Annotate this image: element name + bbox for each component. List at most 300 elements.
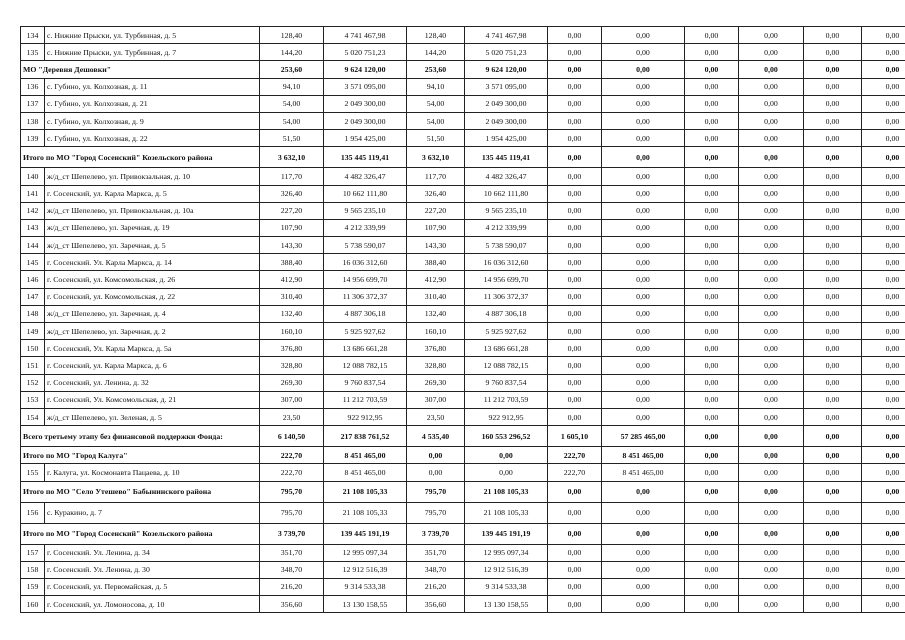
address-cell: г. Сосенский. Ул. Карла Маркса, д. 14	[45, 254, 260, 271]
value-cell-c1: 54,00	[260, 95, 324, 112]
value-cell-c9: 0,00	[804, 185, 862, 202]
value-cell-c4: 14 956 699,70	[465, 271, 548, 288]
housing-program-table	[20, 26, 905, 613]
value-cell-c4: 10 662 111,80	[465, 185, 548, 202]
value-cell-c4: 922 912,95	[465, 408, 548, 425]
value-cell-c2: 9 565 235,10	[324, 202, 407, 219]
table-row	[21, 271, 905, 288]
value-cell-c10: 0,00	[862, 374, 905, 391]
value-cell-c5: 0,00	[548, 391, 602, 408]
address-cell: ж/д_ст Шепелево, ул. Привокзальная, д. 10а	[45, 202, 260, 219]
subtotal-row	[21, 481, 905, 502]
value-cell-c9: 0,00	[804, 340, 862, 357]
value-cell-c9: 0,00	[804, 447, 862, 464]
value-cell-c5: 222,70	[548, 464, 602, 481]
value-cell-c3: 23,50	[407, 408, 465, 425]
value-cell-c9: 0,00	[804, 408, 862, 425]
value-cell-c8: 0,00	[739, 357, 804, 374]
value-cell-c8: 0,00	[739, 596, 804, 613]
value-cell-c10: 0,00	[862, 596, 905, 613]
address-cell: г. Сосенский. Ул. Ленина, д. 34	[45, 544, 260, 561]
value-cell-c5: 0,00	[548, 408, 602, 425]
row-number: 159	[21, 578, 45, 595]
value-cell-c9: 0,00	[804, 561, 862, 578]
value-cell-c5: 0,00	[548, 147, 602, 168]
value-cell-c3: 351,70	[407, 544, 465, 561]
value-cell-c9: 0,00	[804, 271, 862, 288]
value-cell-c3: 94,10	[407, 78, 465, 95]
value-cell-c10: 0,00	[862, 254, 905, 271]
value-cell-c6: 8 451 465,00	[602, 447, 685, 464]
value-cell-c8: 0,00	[739, 185, 804, 202]
value-cell-c7: 0,00	[685, 185, 739, 202]
address-cell: с. Куракино, д. 7	[45, 502, 260, 523]
value-cell-c10: 0,00	[862, 578, 905, 595]
value-cell-c5: 0,00	[548, 481, 602, 502]
value-cell-c8: 0,00	[739, 447, 804, 464]
value-cell-c2: 4 212 339,99	[324, 219, 407, 236]
value-cell-c9: 0,00	[804, 202, 862, 219]
value-cell-c5: 0,00	[548, 523, 602, 544]
table-row	[21, 202, 905, 219]
value-cell-c8: 0,00	[739, 112, 804, 129]
value-cell-c6: 0,00	[602, 168, 685, 185]
value-cell-c8: 0,00	[739, 578, 804, 595]
table-row	[21, 544, 905, 561]
value-cell-c4: 11 306 372,37	[465, 288, 548, 305]
value-cell-c4: 0,00	[465, 464, 548, 481]
row-number: 146	[21, 271, 45, 288]
value-cell-c3: 128,40	[407, 27, 465, 44]
row-number: 135	[21, 44, 45, 61]
value-cell-c6: 0,00	[602, 523, 685, 544]
row-number: 156	[21, 502, 45, 523]
value-cell-c8: 0,00	[739, 374, 804, 391]
value-cell-c10: 0,00	[862, 95, 905, 112]
value-cell-c7: 0,00	[685, 202, 739, 219]
value-cell-c6: 0,00	[602, 112, 685, 129]
address-cell: ж/д_ст Шепелево, ул. Заречная, д. 2	[45, 323, 260, 340]
value-cell-c4: 5 925 927,62	[465, 323, 548, 340]
value-cell-c7: 0,00	[685, 254, 739, 271]
value-cell-c9: 0,00	[804, 44, 862, 61]
value-cell-c7: 0,00	[685, 237, 739, 254]
value-cell-c6: 0,00	[602, 544, 685, 561]
value-cell-c6: 0,00	[602, 561, 685, 578]
value-cell-c9: 0,00	[804, 596, 862, 613]
value-cell-c2: 10 662 111,80	[324, 185, 407, 202]
value-cell-c1: 23,50	[260, 408, 324, 425]
value-cell-c2: 14 956 699,70	[324, 271, 407, 288]
value-cell-c7: 0,00	[685, 464, 739, 481]
value-cell-c3: 795,70	[407, 502, 465, 523]
value-cell-c10: 0,00	[862, 305, 905, 322]
address-cell: с. Нижние Прыски, ул. Турбинная, д. 7	[45, 44, 260, 61]
row-number: 134	[21, 27, 45, 44]
value-cell-c5: 0,00	[548, 27, 602, 44]
value-cell-c10: 0,00	[862, 357, 905, 374]
value-cell-c4: 13 130 158,55	[465, 596, 548, 613]
value-cell-c1: 107,90	[260, 219, 324, 236]
value-cell-c5: 222,70	[548, 447, 602, 464]
value-cell-c10: 0,00	[862, 219, 905, 236]
subtotal-row	[21, 147, 905, 168]
value-cell-c10: 0,00	[862, 78, 905, 95]
value-cell-c5: 0,00	[548, 219, 602, 236]
value-cell-c10: 0,00	[862, 323, 905, 340]
value-cell-c2: 21 108 105,33	[324, 502, 407, 523]
subtotal-label: Итого по МО "Город Сосенский" Козельского района	[21, 147, 260, 168]
value-cell-c1: 94,10	[260, 78, 324, 95]
value-cell-c5: 0,00	[548, 374, 602, 391]
value-cell-c2: 4 741 467,98	[324, 27, 407, 44]
value-cell-c5: 0,00	[548, 323, 602, 340]
value-cell-c8: 0,00	[739, 323, 804, 340]
row-number: 149	[21, 323, 45, 340]
value-cell-c6: 0,00	[602, 357, 685, 374]
table-row	[21, 185, 905, 202]
subtotal-label: Всего третьему этапу без финансовой поддержки Фонда:	[21, 426, 260, 447]
value-cell-c1: 326,40	[260, 185, 324, 202]
value-cell-c2: 5 020 751,23	[324, 44, 407, 61]
value-cell-c4: 9 624 120,00	[465, 61, 548, 78]
value-cell-c5: 0,00	[548, 95, 602, 112]
table-row	[21, 95, 905, 112]
value-cell-c2: 139 445 191,19	[324, 523, 407, 544]
value-cell-c9: 0,00	[804, 288, 862, 305]
value-cell-c2: 9 624 120,00	[324, 61, 407, 78]
value-cell-c3: 51,50	[407, 130, 465, 147]
value-cell-c6: 0,00	[602, 185, 685, 202]
value-cell-c7: 0,00	[685, 147, 739, 168]
value-cell-c5: 0,00	[548, 305, 602, 322]
value-cell-c5: 0,00	[548, 130, 602, 147]
value-cell-c2: 11 212 703,59	[324, 391, 407, 408]
address-cell: с. Губино, ул. Колхозная, д. 22	[45, 130, 260, 147]
value-cell-c2: 13 130 158,55	[324, 596, 407, 613]
value-cell-c7: 0,00	[685, 561, 739, 578]
value-cell-c1: 51,50	[260, 130, 324, 147]
value-cell-c4: 21 108 105,33	[465, 481, 548, 502]
value-cell-c1: 132,40	[260, 305, 324, 322]
table-row	[21, 374, 905, 391]
table-row	[21, 502, 905, 523]
table-row	[21, 340, 905, 357]
value-cell-c2: 922 912,95	[324, 408, 407, 425]
subtotal-label: Итого по МО "Город Калуга"	[21, 447, 260, 464]
value-cell-c2: 8 451 465,00	[324, 447, 407, 464]
value-cell-c7: 0,00	[685, 408, 739, 425]
subtotal-label: МО "Деревня Дешовки"	[21, 61, 260, 78]
value-cell-c8: 0,00	[739, 237, 804, 254]
value-cell-c5: 0,00	[548, 61, 602, 78]
value-cell-c9: 0,00	[804, 78, 862, 95]
value-cell-c10: 0,00	[862, 185, 905, 202]
value-cell-c3: 216,20	[407, 578, 465, 595]
value-cell-c7: 0,00	[685, 288, 739, 305]
value-cell-c2: 21 108 105,33	[324, 481, 407, 502]
value-cell-c7: 0,00	[685, 391, 739, 408]
value-cell-c6: 0,00	[602, 61, 685, 78]
address-cell: г. Сосенский, ул. Карла Маркса, д. 6	[45, 357, 260, 374]
table-row	[21, 357, 905, 374]
value-cell-c9: 0,00	[804, 391, 862, 408]
value-cell-c1: 348,70	[260, 561, 324, 578]
value-cell-c7: 0,00	[685, 578, 739, 595]
value-cell-c9: 0,00	[804, 254, 862, 271]
table-row	[21, 578, 905, 595]
value-cell-c7: 0,00	[685, 447, 739, 464]
value-cell-c4: 5 738 590,07	[465, 237, 548, 254]
table-row	[21, 323, 905, 340]
value-cell-c2: 12 995 097,34	[324, 544, 407, 561]
value-cell-c9: 0,00	[804, 523, 862, 544]
value-cell-c2: 2 049 300,00	[324, 112, 407, 129]
address-cell: г. Сосенский, ул. Ломоносова, д. 10	[45, 596, 260, 613]
value-cell-c1: 795,70	[260, 502, 324, 523]
table-row	[21, 130, 905, 147]
value-cell-c6: 0,00	[602, 340, 685, 357]
value-cell-c10: 0,00	[862, 464, 905, 481]
value-cell-c2: 135 445 119,41	[324, 147, 407, 168]
value-cell-c3: 795,70	[407, 481, 465, 502]
value-cell-c2: 9 314 533,38	[324, 578, 407, 595]
value-cell-c2: 5 738 590,07	[324, 237, 407, 254]
address-cell: г. Сосенский. Ул. Ленина, д. 30	[45, 561, 260, 578]
value-cell-c4: 12 995 097,34	[465, 544, 548, 561]
value-cell-c8: 0,00	[739, 561, 804, 578]
value-cell-c6: 0,00	[602, 374, 685, 391]
table-row	[21, 112, 905, 129]
value-cell-c10: 0,00	[862, 447, 905, 464]
value-cell-c10: 0,00	[862, 44, 905, 61]
value-cell-c6: 0,00	[602, 78, 685, 95]
value-cell-c9: 0,00	[804, 168, 862, 185]
value-cell-c1: 143,30	[260, 237, 324, 254]
value-cell-c6: 0,00	[602, 202, 685, 219]
value-cell-c10: 0,00	[862, 426, 905, 447]
value-cell-c10: 0,00	[862, 27, 905, 44]
value-cell-c6: 0,00	[602, 578, 685, 595]
value-cell-c5: 0,00	[548, 202, 602, 219]
row-number: 140	[21, 168, 45, 185]
value-cell-c5: 0,00	[548, 185, 602, 202]
value-cell-c6: 0,00	[602, 147, 685, 168]
value-cell-c4: 21 108 105,33	[465, 502, 548, 523]
value-cell-c7: 0,00	[685, 219, 739, 236]
value-cell-c3: 376,80	[407, 340, 465, 357]
address-cell: ж/д_ст Шепелево, ул. Заречная, д. 19	[45, 219, 260, 236]
value-cell-c1: 356,60	[260, 596, 324, 613]
address-cell: г. Сосенский, Ул. Карла Маркса, д. 5а	[45, 340, 260, 357]
subtotal-row	[21, 523, 905, 544]
value-cell-c9: 0,00	[804, 27, 862, 44]
value-cell-c2: 5 925 927,62	[324, 323, 407, 340]
value-cell-c6: 8 451 465,00	[602, 464, 685, 481]
value-cell-c4: 12 912 516,39	[465, 561, 548, 578]
value-cell-c1: 310,40	[260, 288, 324, 305]
value-cell-c7: 0,00	[685, 426, 739, 447]
value-cell-c3: 160,10	[407, 323, 465, 340]
row-number: 153	[21, 391, 45, 408]
value-cell-c1: 222,70	[260, 464, 324, 481]
value-cell-c10: 0,00	[862, 561, 905, 578]
address-cell: г. Сосенский, ул. Первомайская, д. 5	[45, 578, 260, 595]
value-cell-c2: 4 482 326,47	[324, 168, 407, 185]
address-cell: г. Калуга, ул. Космонавта Пацаева, д. 10	[45, 464, 260, 481]
value-cell-c7: 0,00	[685, 112, 739, 129]
value-cell-c3: 307,00	[407, 391, 465, 408]
value-cell-c4: 0,00	[465, 447, 548, 464]
row-number: 155	[21, 464, 45, 481]
value-cell-c10: 0,00	[862, 340, 905, 357]
value-cell-c10: 0,00	[862, 502, 905, 523]
value-cell-c5: 0,00	[548, 78, 602, 95]
value-cell-c4: 13 686 661,28	[465, 340, 548, 357]
value-cell-c7: 0,00	[685, 340, 739, 357]
value-cell-c7: 0,00	[685, 61, 739, 78]
value-cell-c7: 0,00	[685, 502, 739, 523]
value-cell-c9: 0,00	[804, 61, 862, 78]
address-cell: с. Губино, ул. Колхозная, д. 21	[45, 95, 260, 112]
table-row	[21, 168, 905, 185]
value-cell-c7: 0,00	[685, 95, 739, 112]
row-number: 139	[21, 130, 45, 147]
value-cell-c4: 9 314 533,38	[465, 578, 548, 595]
value-cell-c3: 117,70	[407, 168, 465, 185]
value-cell-c3: 54,00	[407, 95, 465, 112]
table-row	[21, 44, 905, 61]
value-cell-c9: 0,00	[804, 544, 862, 561]
value-cell-c4: 139 445 191,19	[465, 523, 548, 544]
value-cell-c5: 0,00	[548, 168, 602, 185]
value-cell-c8: 0,00	[739, 254, 804, 271]
row-number: 147	[21, 288, 45, 305]
row-number: 136	[21, 78, 45, 95]
value-cell-c3: 269,30	[407, 374, 465, 391]
address-cell: ж/д_ст Шепелево, ул. Привокзальная, д. 10	[45, 168, 260, 185]
value-cell-c10: 0,00	[862, 544, 905, 561]
value-cell-c2: 1 954 425,00	[324, 130, 407, 147]
subtotal-row	[21, 447, 905, 464]
value-cell-c3: 227,20	[407, 202, 465, 219]
value-cell-c6: 0,00	[602, 305, 685, 322]
value-cell-c9: 0,00	[804, 130, 862, 147]
subtotal-row	[21, 426, 905, 447]
value-cell-c5: 0,00	[548, 561, 602, 578]
address-cell: г. Сосенский, ул. Комсомольская, д. 22	[45, 288, 260, 305]
value-cell-c1: 144,20	[260, 44, 324, 61]
value-cell-c2: 3 571 095,00	[324, 78, 407, 95]
value-cell-c6: 0,00	[602, 481, 685, 502]
table-row	[21, 27, 905, 44]
value-cell-c1: 3 739,70	[260, 523, 324, 544]
value-cell-c9: 0,00	[804, 464, 862, 481]
value-cell-c3: 143,30	[407, 237, 465, 254]
value-cell-c8: 0,00	[739, 502, 804, 523]
value-cell-c5: 1 605,10	[548, 426, 602, 447]
value-cell-c4: 160 553 296,52	[465, 426, 548, 447]
value-cell-c7: 0,00	[685, 27, 739, 44]
value-cell-c8: 0,00	[739, 523, 804, 544]
table-row	[21, 305, 905, 322]
table-row	[21, 464, 905, 481]
value-cell-c5: 0,00	[548, 254, 602, 271]
value-cell-c3: 54,00	[407, 112, 465, 129]
value-cell-c1: 3 632,10	[260, 147, 324, 168]
value-cell-c2: 2 049 300,00	[324, 95, 407, 112]
table-row	[21, 78, 905, 95]
row-number: 137	[21, 95, 45, 112]
value-cell-c4: 5 020 751,23	[465, 44, 548, 61]
table-row	[21, 408, 905, 425]
row-number: 138	[21, 112, 45, 129]
value-cell-c10: 0,00	[862, 271, 905, 288]
value-cell-c6: 0,00	[602, 219, 685, 236]
document-page	[20, 26, 905, 613]
value-cell-c6: 0,00	[602, 596, 685, 613]
value-cell-c3: 388,40	[407, 254, 465, 271]
value-cell-c7: 0,00	[685, 357, 739, 374]
value-cell-c5: 0,00	[548, 596, 602, 613]
value-cell-c8: 0,00	[739, 481, 804, 502]
address-cell: ж/д_ст Шепелево, ул. Зеленая, д. 5	[45, 408, 260, 425]
value-cell-c4: 135 445 119,41	[465, 147, 548, 168]
value-cell-c2: 4 887 306,18	[324, 305, 407, 322]
value-cell-c7: 0,00	[685, 596, 739, 613]
value-cell-c5: 0,00	[548, 271, 602, 288]
value-cell-c6: 0,00	[602, 254, 685, 271]
value-cell-c3: 348,70	[407, 561, 465, 578]
value-cell-c10: 0,00	[862, 61, 905, 78]
address-cell: г. Сосенский, ул. Ленина, д. 32	[45, 374, 260, 391]
value-cell-c6: 0,00	[602, 502, 685, 523]
row-number: 141	[21, 185, 45, 202]
value-cell-c3: 4 535,40	[407, 426, 465, 447]
address-cell: ж/д_ст Шепелево, ул. Заречная, д. 4	[45, 305, 260, 322]
value-cell-c4: 3 571 095,00	[465, 78, 548, 95]
value-cell-c5: 0,00	[548, 544, 602, 561]
value-cell-c8: 0,00	[739, 340, 804, 357]
value-cell-c6: 0,00	[602, 323, 685, 340]
value-cell-c8: 0,00	[739, 168, 804, 185]
value-cell-c8: 0,00	[739, 408, 804, 425]
table-row	[21, 391, 905, 408]
value-cell-c4: 9 760 837,54	[465, 374, 548, 391]
value-cell-c2: 13 686 661,28	[324, 340, 407, 357]
table-body	[21, 27, 905, 613]
value-cell-c4: 16 036 312,60	[465, 254, 548, 271]
value-cell-c10: 0,00	[862, 391, 905, 408]
value-cell-c8: 0,00	[739, 271, 804, 288]
value-cell-c9: 0,00	[804, 357, 862, 374]
value-cell-c1: 128,40	[260, 27, 324, 44]
value-cell-c5: 0,00	[548, 502, 602, 523]
row-number: 145	[21, 254, 45, 271]
value-cell-c4: 11 212 703,59	[465, 391, 548, 408]
value-cell-c3: 3 739,70	[407, 523, 465, 544]
value-cell-c4: 1 954 425,00	[465, 130, 548, 147]
value-cell-c8: 0,00	[739, 61, 804, 78]
value-cell-c8: 0,00	[739, 219, 804, 236]
value-cell-c7: 0,00	[685, 481, 739, 502]
value-cell-c8: 0,00	[739, 391, 804, 408]
value-cell-c2: 16 036 312,60	[324, 254, 407, 271]
value-cell-c8: 0,00	[739, 305, 804, 322]
value-cell-c4: 4 887 306,18	[465, 305, 548, 322]
value-cell-c1: 54,00	[260, 112, 324, 129]
table-row	[21, 219, 905, 236]
